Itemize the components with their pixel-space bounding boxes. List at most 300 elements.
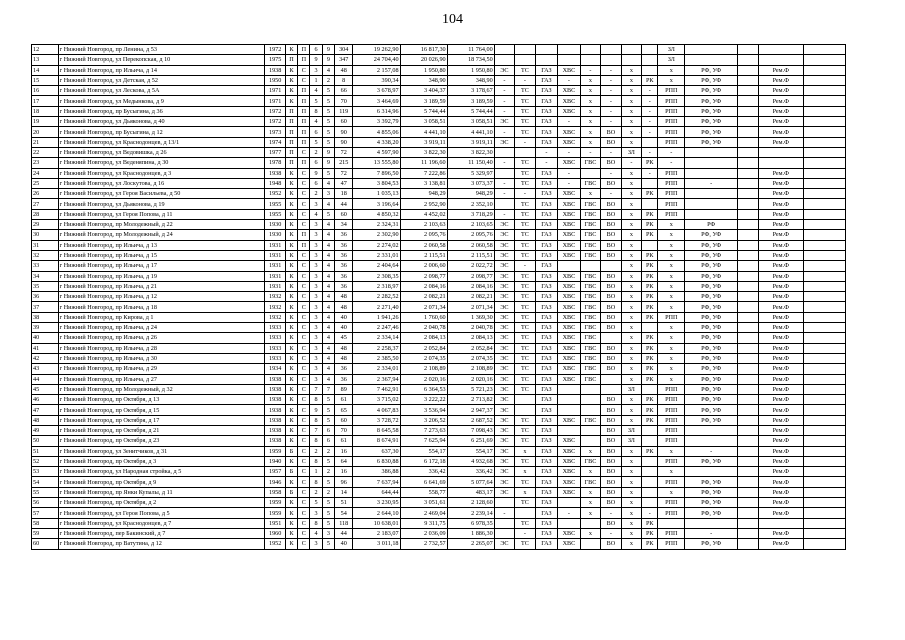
table-cell: х bbox=[621, 374, 641, 384]
table-cell: ХВС bbox=[558, 240, 581, 250]
table-cell: ТС bbox=[515, 250, 535, 260]
table-cell: х bbox=[658, 261, 685, 271]
table-cell bbox=[803, 436, 845, 446]
table-cell bbox=[758, 55, 803, 65]
table-cell bbox=[803, 178, 845, 188]
table-cell: ТС bbox=[515, 312, 535, 322]
table-cell bbox=[758, 45, 803, 55]
table-cell: П bbox=[298, 45, 310, 55]
table-cell: ГАЗ bbox=[535, 467, 558, 477]
table-cell: ГАЗ bbox=[535, 271, 558, 281]
table-cell: ТС bbox=[515, 415, 535, 425]
table-cell: 2 020,16 bbox=[400, 374, 447, 384]
table-cell: х bbox=[580, 137, 600, 147]
table-cell: 8 645,58 bbox=[353, 425, 400, 435]
table-row bbox=[32, 96, 846, 106]
table-cell: ВО bbox=[601, 425, 621, 435]
table-cell: К bbox=[285, 189, 297, 199]
table-row bbox=[32, 281, 846, 291]
table-cell: 19 262,90 bbox=[353, 45, 400, 55]
table-cell: ГАЗ bbox=[535, 384, 558, 394]
table-cell: ГАЗ bbox=[535, 261, 558, 271]
table-cell: С bbox=[298, 415, 310, 425]
table-cell bbox=[642, 487, 658, 497]
table-cell: С bbox=[298, 467, 310, 477]
table-cell: РФ, УФ bbox=[685, 96, 738, 106]
table-cell: К bbox=[285, 261, 297, 271]
table-cell: х bbox=[580, 86, 600, 96]
table-cell: ЭС bbox=[494, 353, 514, 363]
table-cell: Рем.Ф bbox=[758, 106, 803, 116]
table-cell: К bbox=[285, 86, 297, 96]
table-cell: 20 026,90 bbox=[400, 55, 447, 65]
table-cell bbox=[738, 333, 758, 343]
table-cell: РФ, УФ bbox=[685, 384, 738, 394]
table-cell: ХВС bbox=[558, 230, 581, 240]
table-cell: 4 452,02 bbox=[400, 209, 447, 219]
table-cell: К bbox=[285, 323, 297, 333]
table-cell: 29 bbox=[32, 220, 59, 230]
table-cell bbox=[803, 250, 845, 260]
table-cell: - bbox=[494, 127, 514, 137]
table-cell: 5 077,64 bbox=[447, 477, 494, 487]
table-cell: 66 bbox=[335, 86, 353, 96]
table-cell: ТС bbox=[515, 230, 535, 240]
table-cell: - bbox=[494, 189, 514, 199]
table-cell: РК bbox=[642, 343, 658, 353]
table-cell: 2 108,89 bbox=[400, 364, 447, 374]
table-cell: С bbox=[298, 518, 310, 528]
table-cell bbox=[803, 343, 845, 353]
table-cell: 1934 bbox=[265, 364, 285, 374]
table-cell: 2 071,34 bbox=[400, 302, 447, 312]
table-cell: х bbox=[658, 487, 685, 497]
table-cell: ХВС bbox=[558, 220, 581, 230]
table-cell: 1932 bbox=[265, 302, 285, 312]
table-cell: С bbox=[298, 456, 310, 466]
table-cell: х bbox=[621, 467, 641, 477]
table-cell: К bbox=[285, 405, 297, 415]
table-cell: С bbox=[298, 209, 310, 219]
table-cell: ВО bbox=[601, 467, 621, 477]
table-cell: ЭС bbox=[494, 312, 514, 322]
table-cell: 65 bbox=[335, 405, 353, 415]
table-cell: ХВС bbox=[558, 323, 581, 333]
table-cell: ГАЗ bbox=[535, 456, 558, 466]
table-cell: ГВС bbox=[580, 281, 600, 291]
table-cell: П bbox=[298, 106, 310, 116]
table-cell bbox=[803, 199, 845, 209]
table-cell: 390,34 bbox=[353, 75, 400, 85]
table-cell: 47 bbox=[32, 405, 59, 415]
table-cell: ВО bbox=[601, 415, 621, 425]
table-cell: 2 687,52 bbox=[447, 415, 494, 425]
table-cell: 3 bbox=[310, 281, 322, 291]
table-cell: ЗЛ bbox=[621, 425, 641, 435]
table-cell: 48 bbox=[335, 302, 353, 312]
table-cell bbox=[738, 292, 758, 302]
table-cell: ХВС bbox=[558, 86, 581, 96]
table-cell: ВО bbox=[601, 364, 621, 374]
table-cell: 4 bbox=[322, 178, 334, 188]
table-cell: г Нижний Новгород, пр Октября, д 13 bbox=[58, 395, 265, 405]
table-row bbox=[32, 86, 846, 96]
table-cell: ГАЗ bbox=[535, 281, 558, 291]
table-cell: ХВС bbox=[558, 271, 581, 281]
table-cell: - bbox=[558, 508, 581, 518]
table-cell: - bbox=[642, 86, 658, 96]
table-cell: К bbox=[285, 384, 297, 394]
table-cell: 40 bbox=[32, 333, 59, 343]
table-cell: ГАЗ bbox=[535, 312, 558, 322]
table-cell: х bbox=[621, 508, 641, 518]
table-cell: Рем.Ф bbox=[758, 395, 803, 405]
table-cell: 6 bbox=[322, 436, 334, 446]
table-cell: 1938 bbox=[265, 384, 285, 394]
table-cell: 5 bbox=[322, 508, 334, 518]
table-cell: - bbox=[642, 508, 658, 518]
table-cell: Рем.Ф bbox=[758, 199, 803, 209]
table-cell: 1974 bbox=[265, 137, 285, 147]
table-cell: Рем.Ф bbox=[758, 189, 803, 199]
table-cell: 28 bbox=[32, 209, 59, 219]
table-cell bbox=[580, 384, 600, 394]
table-cell: х bbox=[621, 199, 641, 209]
table-cell: - bbox=[685, 178, 738, 188]
table-row bbox=[32, 456, 846, 466]
table-cell: ТС bbox=[515, 199, 535, 209]
table-cell: С bbox=[298, 477, 310, 487]
table-cell: 2 469,04 bbox=[400, 508, 447, 518]
table-cell: 57 bbox=[32, 508, 59, 518]
table-cell: ЗЛ bbox=[658, 45, 685, 55]
table-cell: С bbox=[298, 65, 310, 75]
table-cell: РФ, УФ bbox=[685, 86, 738, 96]
table-cell: ВО bbox=[601, 539, 621, 549]
table-cell bbox=[738, 302, 758, 312]
table-row bbox=[32, 127, 846, 137]
table-cell: 72 bbox=[335, 147, 353, 157]
table-cell: С bbox=[298, 364, 310, 374]
table-cell: 44 bbox=[32, 374, 59, 384]
table-cell: ГАЗ bbox=[535, 487, 558, 497]
table-cell bbox=[803, 302, 845, 312]
table-cell bbox=[738, 353, 758, 363]
table-cell: 49 bbox=[32, 425, 59, 435]
table-cell: - bbox=[580, 147, 600, 157]
table-cell: ГАЗ bbox=[535, 539, 558, 549]
table-cell: Рем.Ф bbox=[758, 425, 803, 435]
table-cell: Рем.Ф bbox=[758, 250, 803, 260]
table-cell: ЭС bbox=[494, 384, 514, 394]
table-cell: ВО bbox=[601, 518, 621, 528]
table-cell bbox=[685, 467, 738, 477]
table-cell: ГВС bbox=[580, 374, 600, 384]
table-cell: К bbox=[285, 425, 297, 435]
table-cell: Рем.Ф bbox=[758, 117, 803, 127]
table-cell: К bbox=[285, 220, 297, 230]
table-cell: ЗЛ bbox=[621, 147, 641, 157]
table-cell: 11 764,00 bbox=[447, 45, 494, 55]
table-cell: С bbox=[298, 508, 310, 518]
table-cell: 3 058,51 bbox=[447, 117, 494, 127]
table-cell bbox=[535, 55, 558, 65]
table-cell: х bbox=[621, 353, 641, 363]
table-cell: 6 641,69 bbox=[400, 477, 447, 487]
table-cell: - bbox=[658, 158, 685, 168]
table-cell: 43 bbox=[32, 364, 59, 374]
table-cell: ТС bbox=[515, 292, 535, 302]
table-cell: ЭС bbox=[494, 487, 514, 497]
table-cell: 14 bbox=[32, 65, 59, 75]
table-cell: С bbox=[298, 384, 310, 394]
table-cell: 40 bbox=[335, 312, 353, 322]
table-cell: РФ, УФ bbox=[685, 415, 738, 425]
table-cell: 41 bbox=[32, 343, 59, 353]
table-cell: 5 bbox=[322, 395, 334, 405]
table-cell: С bbox=[298, 425, 310, 435]
table-cell: 4 932,68 bbox=[447, 456, 494, 466]
table-cell: ВО bbox=[601, 487, 621, 497]
table-cell: ВО bbox=[601, 220, 621, 230]
table-cell: 3 bbox=[310, 230, 322, 240]
table-cell: 8 bbox=[310, 415, 322, 425]
table-cell bbox=[738, 415, 758, 425]
table-cell: ЭС bbox=[494, 292, 514, 302]
table-cell bbox=[738, 199, 758, 209]
table-cell: ХВС bbox=[558, 189, 581, 199]
table-cell: 3 bbox=[310, 250, 322, 260]
table-cell: 1972 bbox=[265, 106, 285, 116]
table-row bbox=[32, 425, 846, 435]
table-cell: 1960 bbox=[265, 528, 285, 538]
table-cell: 2 308,35 bbox=[353, 271, 400, 281]
table-cell: х bbox=[621, 65, 641, 75]
table-cell: 2 247,46 bbox=[353, 323, 400, 333]
table-row bbox=[32, 189, 846, 199]
table-cell: 4 bbox=[322, 343, 334, 353]
table-cell: 1975 bbox=[265, 55, 285, 65]
table-cell: 5 bbox=[322, 539, 334, 549]
table-cell: х bbox=[621, 168, 641, 178]
table-cell: 4 bbox=[322, 323, 334, 333]
table-cell: - bbox=[494, 508, 514, 518]
table-cell: С bbox=[298, 281, 310, 291]
table-cell: Рем.Ф bbox=[758, 261, 803, 271]
table-cell: 2 bbox=[310, 446, 322, 456]
table-cell: 2 271,40 bbox=[353, 302, 400, 312]
table-cell: 2 128,60 bbox=[447, 498, 494, 508]
table-cell: - bbox=[601, 508, 621, 518]
table-cell bbox=[803, 353, 845, 363]
table-cell bbox=[738, 312, 758, 322]
table-cell: 3 728,72 bbox=[353, 415, 400, 425]
table-cell: 2 bbox=[322, 75, 334, 85]
table-cell: РФ, УФ bbox=[685, 127, 738, 137]
table-cell: К bbox=[285, 96, 297, 106]
table-cell: х bbox=[580, 528, 600, 538]
table-cell: РФ, УФ bbox=[685, 323, 738, 333]
table-cell: С bbox=[298, 333, 310, 343]
table-cell: 3 bbox=[322, 189, 334, 199]
table-cell: г Нижний Новгород, пр Октября, д 9 bbox=[58, 477, 265, 487]
table-cell: г Нижний Новгород, пр Ильича, д 29 bbox=[58, 364, 265, 374]
table-cell: С bbox=[298, 178, 310, 188]
table-cell: 1938 bbox=[265, 374, 285, 384]
table-cell: ТС bbox=[515, 220, 535, 230]
table-cell: Рем.Ф bbox=[758, 137, 803, 147]
table-cell bbox=[738, 436, 758, 446]
table-cell: 948,29 bbox=[447, 189, 494, 199]
table-cell: 2 060,58 bbox=[400, 240, 447, 250]
table-cell: 59 bbox=[32, 528, 59, 538]
table-cell: 47 bbox=[335, 178, 353, 188]
table-cell: 3 bbox=[310, 65, 322, 75]
table-cell: 554,17 bbox=[400, 446, 447, 456]
table-cell: г Нижний Новгород, пр Молодежный, д 32 bbox=[58, 384, 265, 394]
table-cell: 4 bbox=[322, 281, 334, 291]
table-cell bbox=[515, 405, 535, 415]
table-cell: - bbox=[642, 168, 658, 178]
table-cell bbox=[515, 55, 535, 65]
table-cell bbox=[642, 137, 658, 147]
table-cell: С bbox=[298, 374, 310, 384]
table-cell: - bbox=[601, 96, 621, 106]
table-cell: ЭС bbox=[494, 395, 514, 405]
table-cell: П bbox=[298, 86, 310, 96]
table-cell: 948,29 bbox=[400, 189, 447, 199]
table-cell: ГВС bbox=[580, 178, 600, 188]
table-cell: ВО bbox=[601, 281, 621, 291]
table-cell: ХВС bbox=[558, 333, 581, 343]
table-cell: РПП bbox=[658, 528, 685, 538]
table-cell bbox=[803, 415, 845, 425]
table-cell: ГВС bbox=[580, 271, 600, 281]
table-row bbox=[32, 117, 846, 127]
table-cell: 1938 bbox=[265, 425, 285, 435]
table-cell: РК bbox=[642, 209, 658, 219]
table-cell bbox=[601, 55, 621, 65]
table-cell: х bbox=[621, 405, 641, 415]
table-cell: 2 098,77 bbox=[400, 271, 447, 281]
table-cell: 4 bbox=[310, 117, 322, 127]
table-cell bbox=[580, 395, 600, 405]
table-cell: 1 941,26 bbox=[353, 312, 400, 322]
table-cell: 3 bbox=[310, 261, 322, 271]
table-cell: 9 bbox=[310, 55, 322, 65]
table-cell: П bbox=[285, 147, 297, 157]
table-cell: ГАЗ bbox=[535, 343, 558, 353]
table-cell: РФ, УФ bbox=[685, 312, 738, 322]
table-cell: 96 bbox=[335, 477, 353, 487]
table-cell: х bbox=[621, 189, 641, 199]
table-cell bbox=[580, 518, 600, 528]
table-cell: х bbox=[658, 323, 685, 333]
table-cell: К bbox=[285, 364, 297, 374]
table-cell bbox=[803, 467, 845, 477]
table-cell: 5 bbox=[322, 117, 334, 127]
table-cell: х bbox=[580, 508, 600, 518]
table-cell: 2 331,01 bbox=[353, 250, 400, 260]
table-cell bbox=[642, 55, 658, 65]
table-cell: 1933 bbox=[265, 343, 285, 353]
table-cell bbox=[494, 168, 514, 178]
table-cell: РПП bbox=[658, 384, 685, 394]
table-cell: х bbox=[621, 333, 641, 343]
table-cell: 15 bbox=[32, 75, 59, 85]
table-cell: г Нижний Новгород, пр Молодежный, д 22 bbox=[58, 220, 265, 230]
table-cell: РК bbox=[642, 446, 658, 456]
table-cell: 1955 bbox=[265, 199, 285, 209]
table-cell: 2 282,52 bbox=[353, 292, 400, 302]
table-cell: ТС bbox=[515, 539, 535, 549]
table-cell: - bbox=[558, 75, 581, 85]
table-cell bbox=[738, 467, 758, 477]
table-cell: ЭС bbox=[494, 425, 514, 435]
table-cell: 2 052,84 bbox=[447, 343, 494, 353]
table-cell bbox=[685, 189, 738, 199]
table-cell: Рем.Ф bbox=[758, 528, 803, 538]
table-cell: К bbox=[285, 477, 297, 487]
table-cell bbox=[558, 498, 581, 508]
table-cell bbox=[803, 539, 845, 549]
table-cell: 8 bbox=[310, 395, 322, 405]
table-cell: РФ, УФ bbox=[685, 302, 738, 312]
table-cell: РПП bbox=[658, 436, 685, 446]
table-cell: 61 bbox=[335, 395, 353, 405]
table-cell: ГАЗ bbox=[535, 117, 558, 127]
table-cell: РФ, УФ bbox=[685, 374, 738, 384]
table-cell: г Нижний Новгород, ул Героя Васильева, д 50 bbox=[58, 189, 265, 199]
table-cell: 61 bbox=[335, 436, 353, 446]
table-cell: П bbox=[298, 240, 310, 250]
table-cell: К bbox=[285, 230, 297, 240]
table-cell: - bbox=[601, 75, 621, 85]
table-cell: 72 bbox=[335, 168, 353, 178]
table-cell: г Нижний Новгород, пр Бусыгина, д 36 bbox=[58, 106, 265, 116]
table-cell: - bbox=[580, 65, 600, 75]
table-cell: х bbox=[580, 106, 600, 116]
table-cell: - bbox=[535, 158, 558, 168]
table-cell: С bbox=[298, 147, 310, 157]
table-cell: ЭС bbox=[494, 250, 514, 260]
table-cell: П bbox=[285, 106, 297, 116]
table-cell: РК bbox=[642, 75, 658, 85]
table-cell: 1973 bbox=[265, 127, 285, 137]
table-cell: 4 bbox=[322, 65, 334, 75]
table-cell: х bbox=[580, 96, 600, 106]
table-cell: 3 138,81 bbox=[400, 178, 447, 188]
table-cell: х bbox=[658, 240, 685, 250]
table-cell bbox=[685, 518, 738, 528]
table-cell bbox=[738, 498, 758, 508]
table-cell bbox=[738, 168, 758, 178]
table-cell: РК bbox=[642, 292, 658, 302]
table-cell: 44 bbox=[335, 528, 353, 538]
table-cell: ГАЗ bbox=[535, 364, 558, 374]
table-cell bbox=[738, 158, 758, 168]
table-cell: - bbox=[494, 75, 514, 85]
table-cell: П bbox=[285, 127, 297, 137]
table-cell: 7 bbox=[322, 384, 334, 394]
table-cell: ЭС bbox=[494, 477, 514, 487]
table-cell: 3 bbox=[310, 312, 322, 322]
table-cell: ЭС bbox=[494, 446, 514, 456]
table-cell: 2 644,10 bbox=[353, 508, 400, 518]
table-cell bbox=[738, 528, 758, 538]
table-cell: х bbox=[621, 364, 641, 374]
table-cell: К bbox=[285, 302, 297, 312]
